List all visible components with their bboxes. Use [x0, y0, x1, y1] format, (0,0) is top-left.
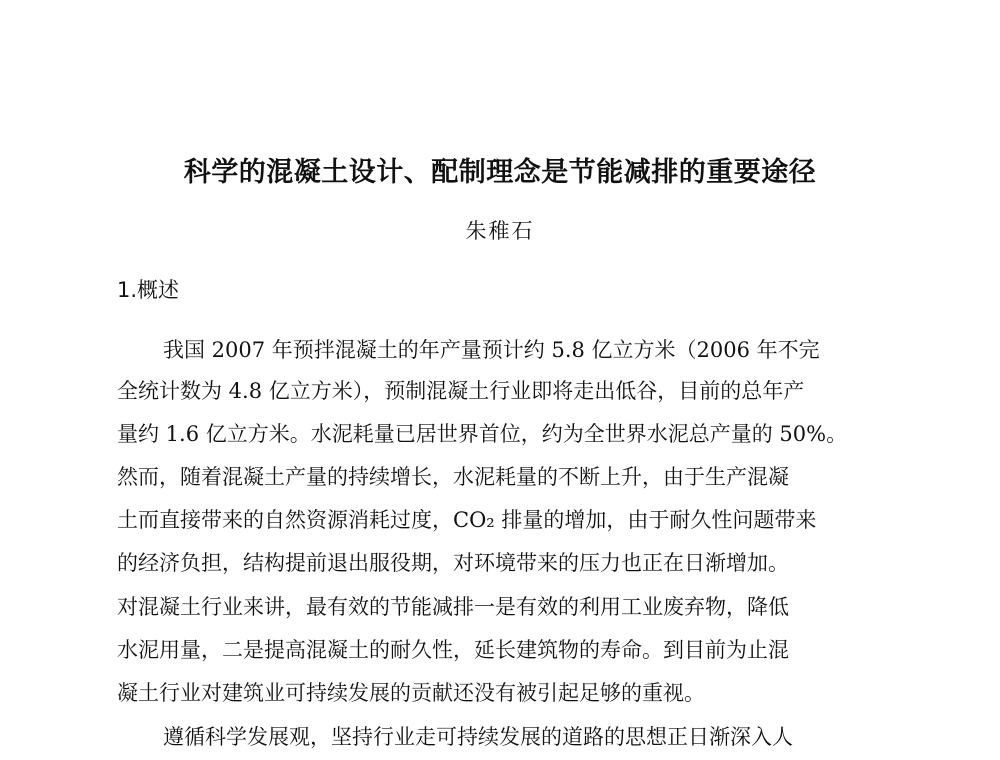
paragraph-line: 凝土行业对建筑业可持续发展的贡献还没有被引起足够的重视。	[117, 681, 705, 705]
author-name: 朱稚石	[465, 219, 535, 243]
paragraph-line: 遵循科学发展观，坚持行业走可持续发展的道路的思想正日渐深入人	[163, 725, 793, 749]
section-heading: 1.概述	[117, 278, 180, 302]
paragraph-line: 全统计数为 4.8 亿立方米），预制混凝土行业即将走出低谷，目前的总年产	[117, 379, 805, 403]
paragraph-line: 对混凝土行业来讲，最有效的节能减排一是有效的利用工业废弃物，降低	[117, 595, 789, 619]
paragraph-line: 土而直接带来的自然资源消耗过度，CO₂ 排量的增加，由于耐久性问题带来	[117, 508, 817, 532]
paragraph-line: 水泥用量，二是提高混凝土的耐久性，延长建筑物的寿命。到目前为止混	[117, 638, 789, 662]
paragraph-line: 我国 2007 年预拌混凝土的年产量预计约 5.8 亿立方米（2006 年不完	[163, 338, 820, 362]
paragraph-line: 量约 1.6 亿立方米。水泥耗量已居世界首位，约为全世界水泥总产量的 50%。	[117, 422, 848, 446]
paragraph-line: 的经济负担，结构提前退出服役期，对环境带来的压力也正在日渐增加。	[117, 551, 789, 575]
paragraph-line: 然而，随着混凝土产量的持续增长，水泥耗量的不断上升，由于生产混凝	[117, 465, 789, 489]
document-title: 科学的混凝土设计、配制理念是节能减排的重要途径	[183, 157, 817, 188]
